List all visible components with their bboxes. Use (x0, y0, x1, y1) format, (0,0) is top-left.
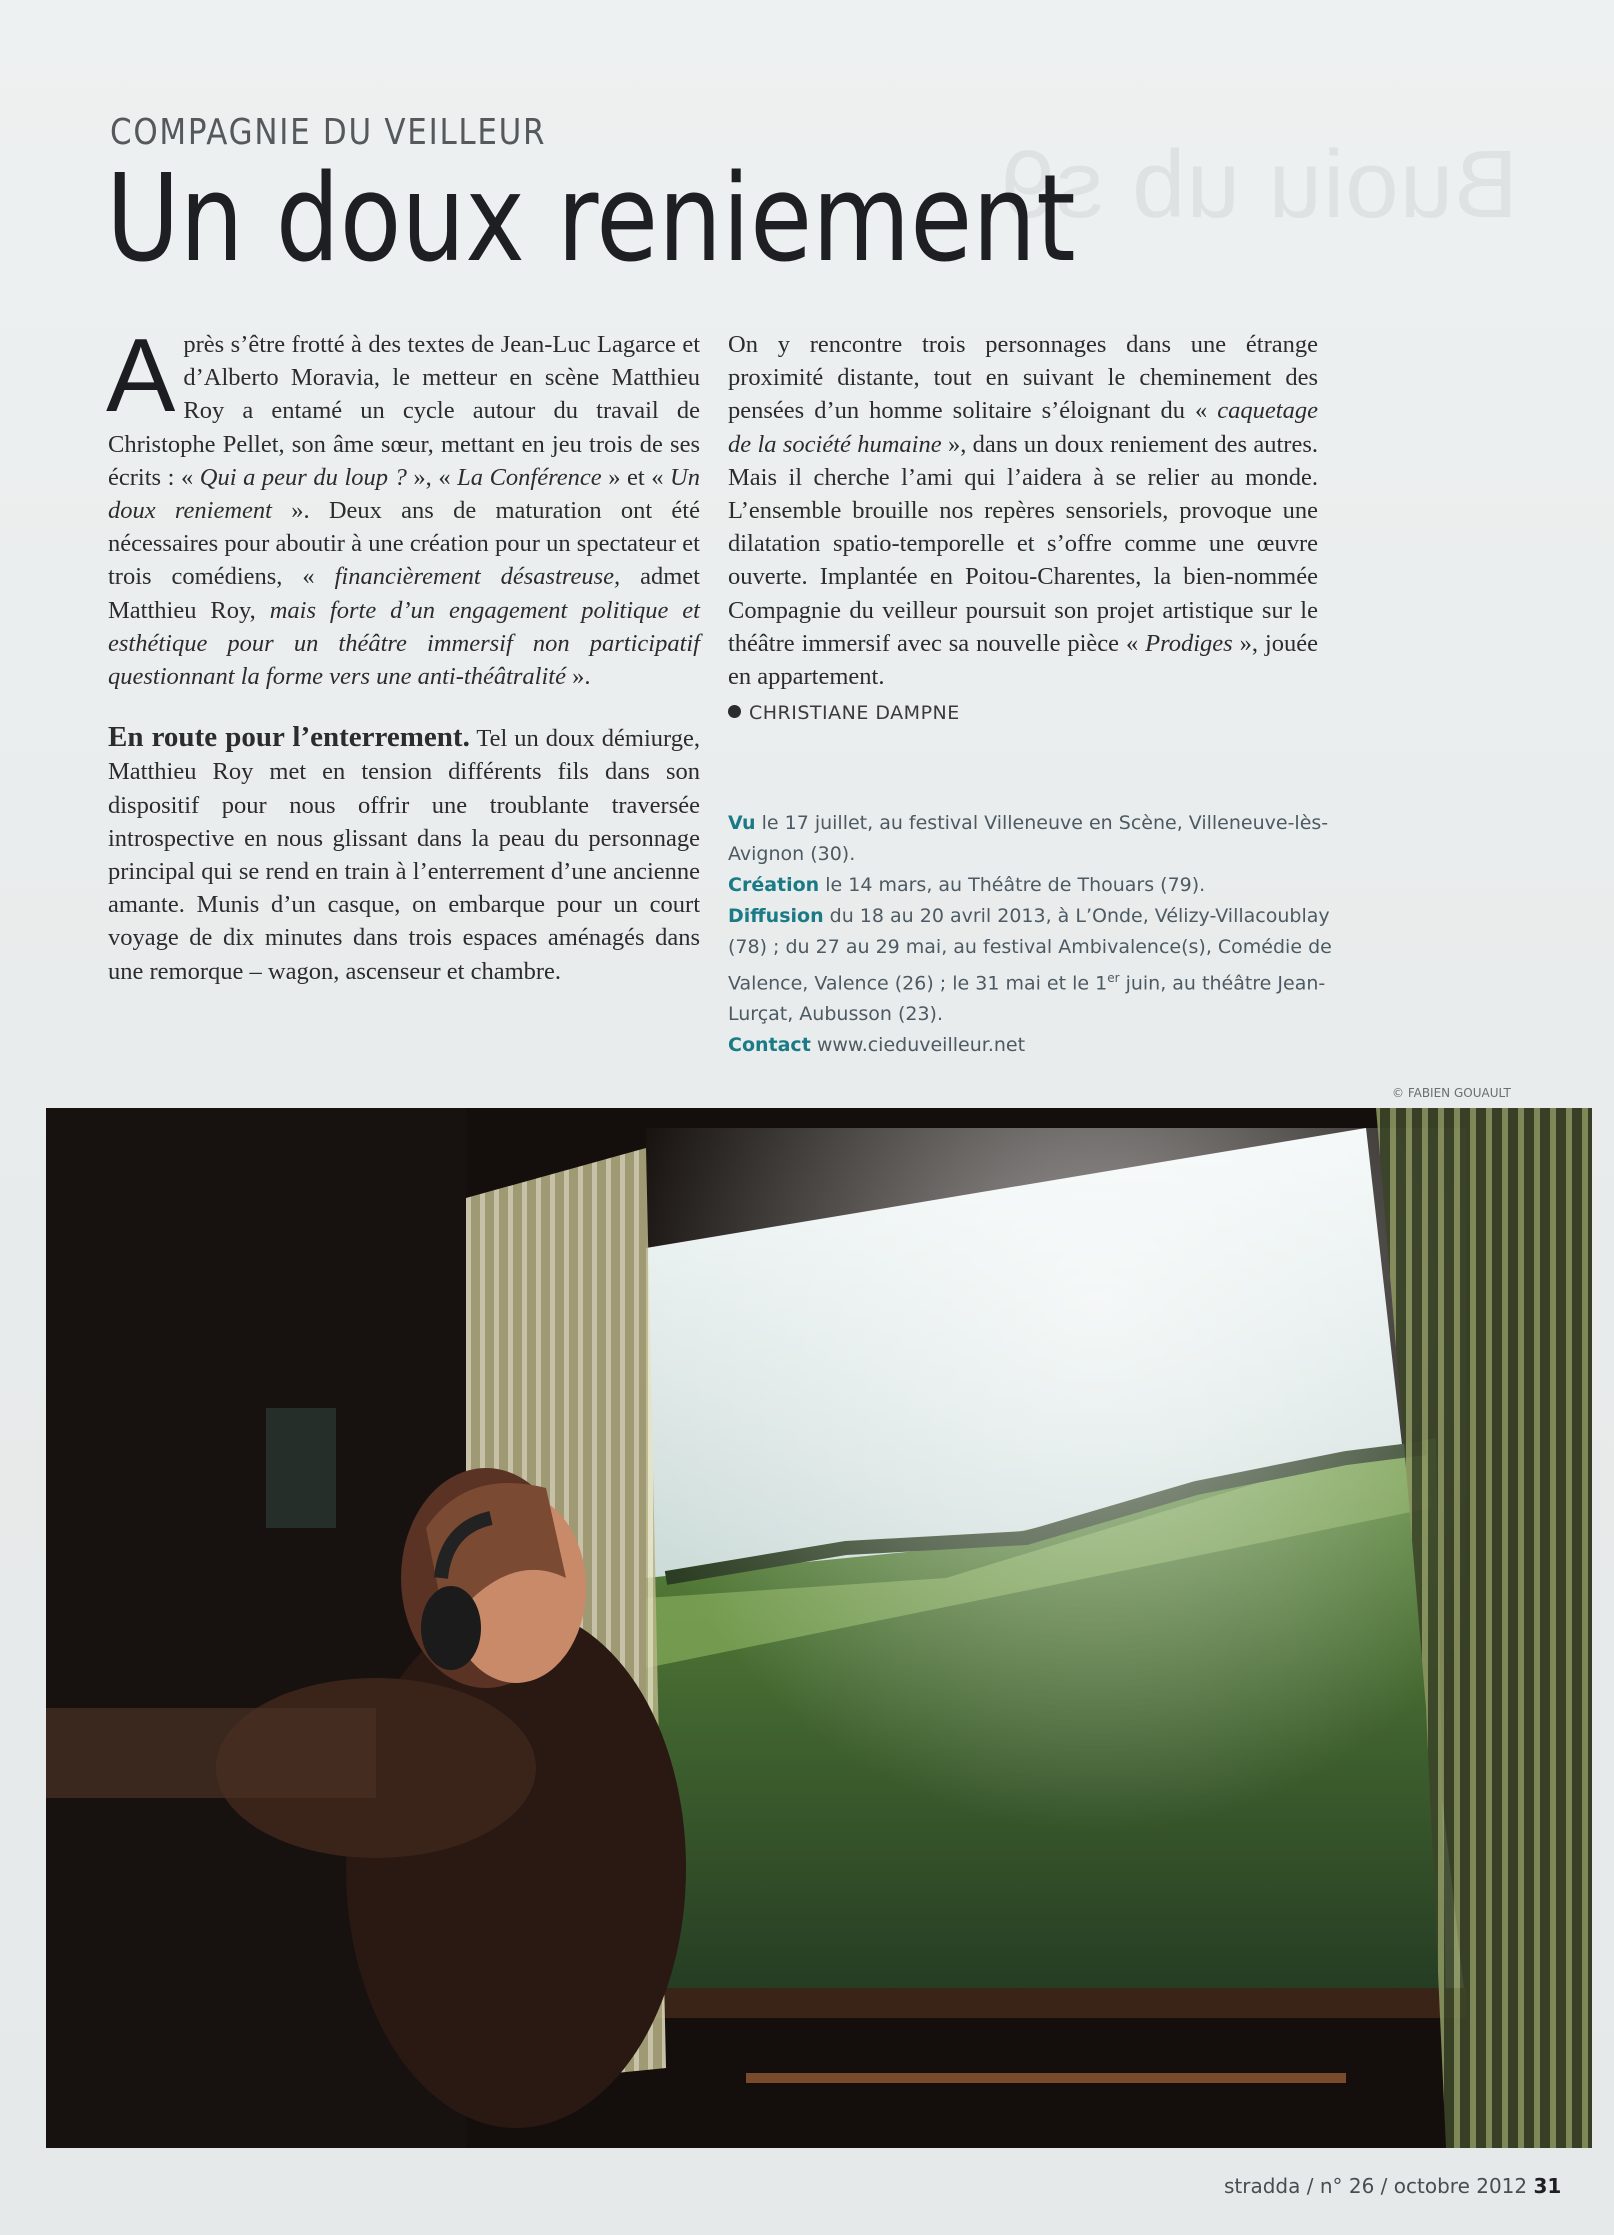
issue-info: / n° 26 / octobre 2012 (1300, 2174, 1534, 2198)
byline (728, 697, 1318, 730)
bleed-through-text: Buoiu ub s9 (1000, 131, 1519, 238)
info-creation: Création le 14 mars, au Théâtre de Thouars (79). (728, 874, 1206, 896)
bullet-icon (728, 705, 741, 718)
article-column-2 (728, 328, 1318, 730)
subhead: En route pour l’enterrement. (108, 721, 470, 754)
info-vu: Vu le 17 juillet, au festival Villeneuve en Scène, Villeneuve-lès-Avignon (30). (728, 812, 1329, 865)
intro-paragraph: Après s’être frotté à des textes de Jean-Luc Lagarce et d’Alberto Moravia, le metteur en scène Matthieu Roy a entamé un cycle autour du travail de Christophe Pellet, son âme sœur, mettant en jeu trois de ses écrits : « Qui a peur du loup ? », « La Conférence » et « Un doux reniement ». Deux ans de maturation ont été nécessaires pour aboutir à une création pour un spectateur et trois comédiens, « financièrement désastreuse, admet Matthieu Roy, mais forte d’un engagement politique et esthétique pour un théâtre immersif non participatif questionnant la forme vers une anti-théâtralité ». (106, 318, 701, 691)
info-diffusion: Diffusion du 18 au 20 avril 2013, à L’Onde, Vélizy-Villacoublay (78) ; du 27 au 29 mai, au festival Ambivalence(s), Comédie de Valence, Valence (26) ; le 31 mai et le 1er juin, au théâtre Jean-Lurçat, Aubusson (23). (728, 905, 1332, 1026)
page-number: 31 (1533, 2174, 1562, 2198)
magazine-name: stradda (1224, 2174, 1301, 2198)
info-contact: Contact www.cieduveilleur.net (728, 1034, 1026, 1057)
article-photo (46, 1108, 1592, 2148)
third-paragraph: On y rencontre trois personnages dans une étrange proximité distante, tout en suivant le cheminement des pensées d’un homme solitaire s’éloignant du « caquetage de la société humaine », dans un doux reniement des autres. Mais il cherche l’ami qui l’aidera à se relier au monde. L’ensemble brouille nos repères sensoriels, provoque une dilatation spatio-temporelle et s’offre comme une œuvre ouverte. Implantée en Poitou-Charentes, la bien-nommée Compagnie du veilleur poursuit son projet artistique sur le théâtre immersif avec sa nouvelle pièce « Prodiges », jouée en appartement. (728, 331, 1318, 691)
info-box (728, 808, 1348, 1061)
drop-cap: A (106, 318, 176, 434)
photo-illustration (46, 1108, 1592, 2148)
contact-link[interactable]: www.cieduveilleur.net (810, 1034, 1026, 1057)
photo-credit: © FABIEN GOUAULT (1392, 1086, 1511, 1100)
article-column-1 (106, 318, 701, 988)
section-kicker: COMPAGNIE DU VEILLEUR (110, 112, 547, 153)
author-name: CHRISTIANE DAMPNE (749, 702, 960, 725)
page-footer (1224, 2174, 1561, 2198)
article-title: Un doux reniement (106, 150, 1076, 289)
second-paragraph: En route pour l’enterrement. Tel un doux démiurge, Matthieu Roy met en tension différents fils dans son dispositif pour nous offrir une troublante traversée introspective en nous glissant dans la peau du personnage principal qui se rend en train à l’enterrement d’une ancienne amante. Munis d’un casque, on embarque pour un court voyage de dix minutes dans trois espaces aménagés dans une remorque – wagon, ascenseur et chambre. (108, 721, 700, 985)
